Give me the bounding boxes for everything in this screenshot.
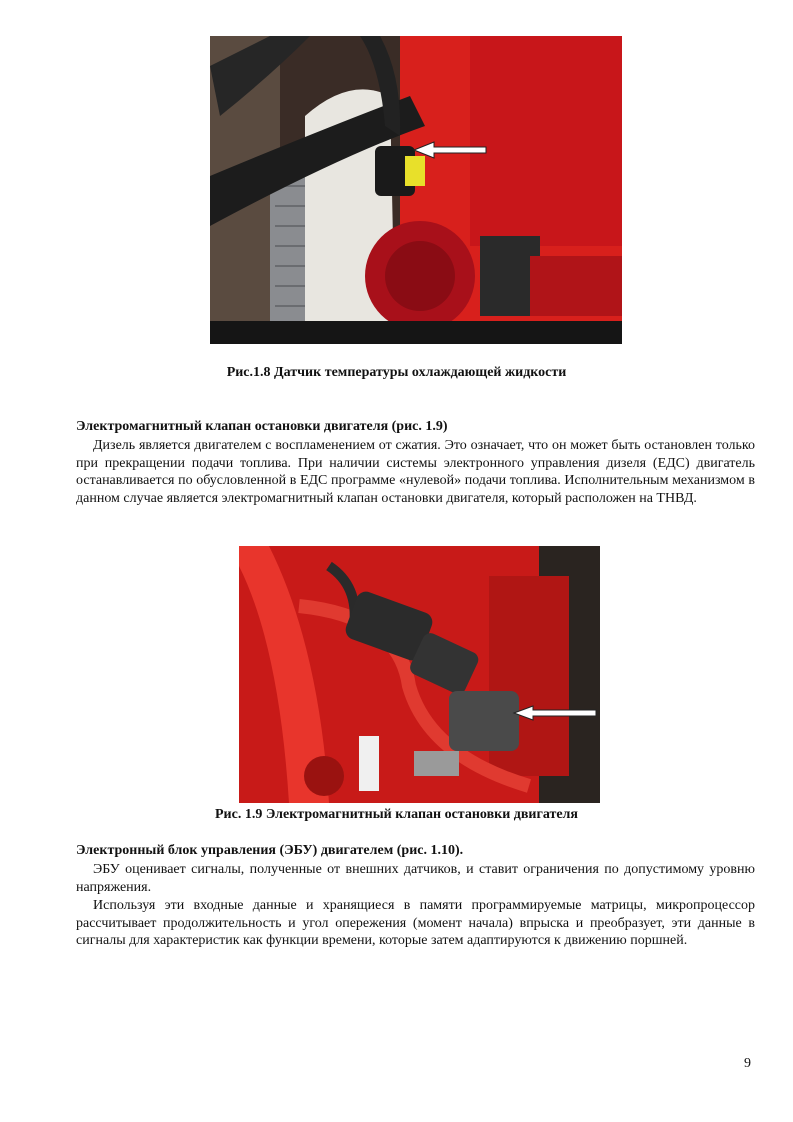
stop-solenoid-valve-photo [239, 546, 600, 803]
coolant-temperature-sensor-photo [210, 36, 622, 344]
paragraph-ecu-2: Используя эти входные данные и хранящиеся в памяти программируемые матрицы, микропроцессор рассчитывает продолжительность и угол опережения (момент начала) впрыска и преобразует, эти данные в сигналы для характеристик как функции времени, которые затем адаптируются к движению поршней. [76, 898, 755, 948]
figure-1-9-photo [239, 546, 600, 803]
figure-1-8-caption: Рис.1.8 Датчик температуры охлаждающей жидкости [226, 365, 567, 380]
figure-1-9-caption: Рис. 1.9 Электромагнитный клапан остановки двигателя [215, 807, 578, 822]
section-heading-ecu: Электронный блок управления (ЭБУ) двигателем (рис. 1.10). [76, 843, 464, 858]
paragraph-stop-valve: Дизель является двигателем с воспламенением от сжатия. Это означает, что он может быть остановлен только при прекращении подачи топлива. При наличии системы электронного управления дизеля (ЕДС) двигатель останавливается по обусловленной в ЕДС программе «нулевой» подачи топлива. Исполнительным механизмом в данном случае является электромагнитный клапан остановки двигателя, который расположен на ТНВД. [76, 438, 755, 506]
section-heading-stop-valve: Электромагнитный клапан остановки двигателя (рис. 1.9) [76, 419, 448, 434]
paragraph-ecu-1: ЭБУ оценивает сигналы, полученные от внешних датчиков, и ставит ограничения по допустимому уровню напряжения. [76, 862, 755, 895]
page-number: 9 [744, 1056, 751, 1071]
figure-1-8-photo [210, 36, 622, 344]
